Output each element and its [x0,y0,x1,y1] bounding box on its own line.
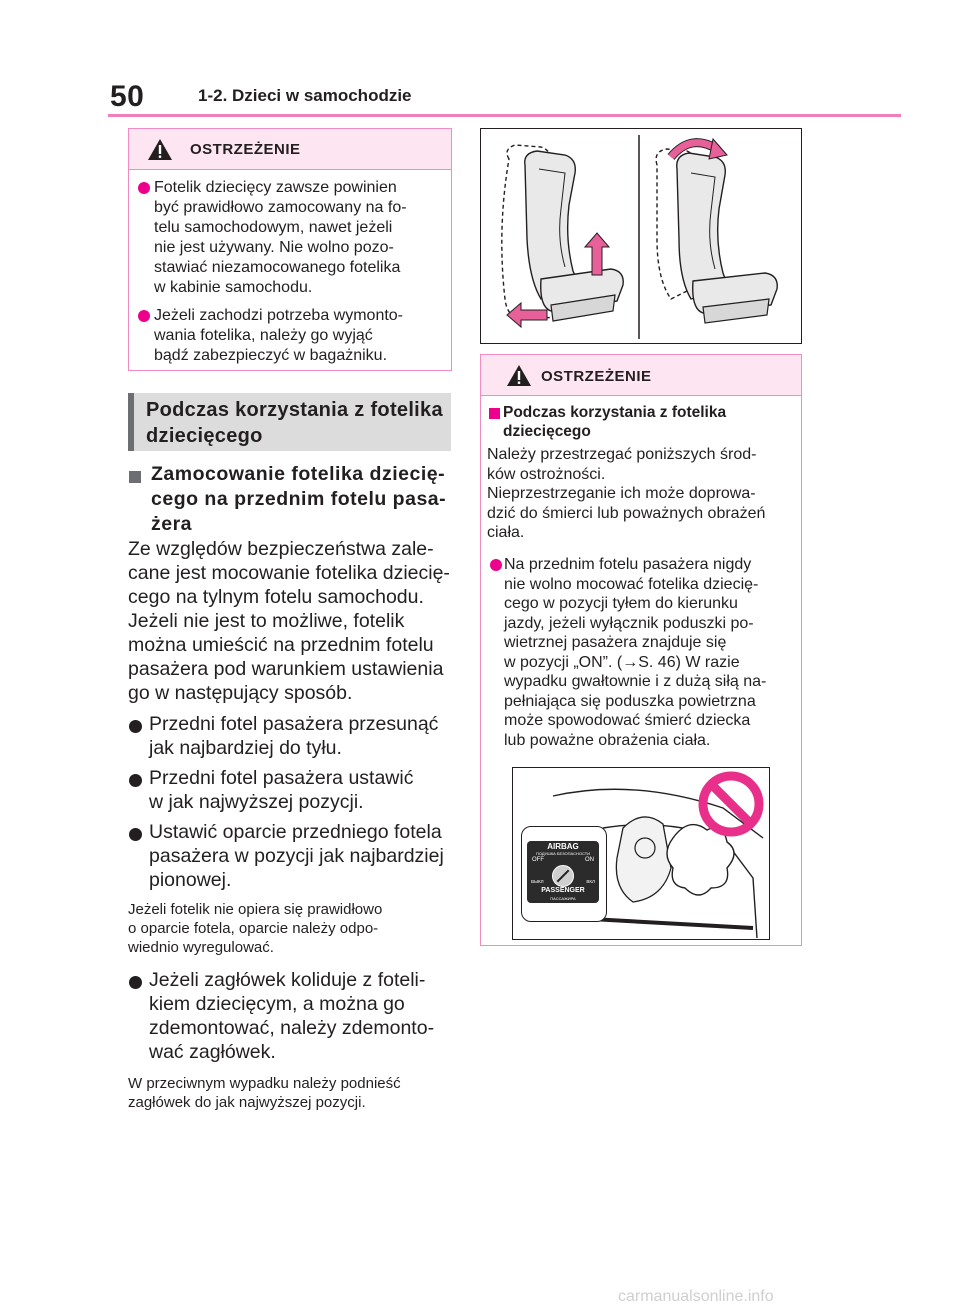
warning-heading: Podczas korzystania z fotelika dziecięcego [503,404,727,440]
warning-header [129,129,451,170]
warning-title: OSTRZEŻENIE [541,368,652,385]
bullet-icon [490,559,502,571]
switch-knob [552,865,574,887]
section-heading: Podczas korzystania z fotelika dziecięcego [146,399,443,447]
intro-paragraph: Ze względów bezpieczeństwa zale- cane jest mocowanie fotelika dziecię- cego na tylnym fotelu samochodu. Jeżeli nie jest to możliwe, fotelik można umieścić na przednim fotelu pasażera pod warunkiem ustawienia go w następujący sposób. [128,538,450,704]
switch-label-on-ru: ВКЛ [586,879,595,884]
switch-label-off: OFF [532,857,544,863]
switch-label-passenger-ru: ПАССАЖИРА [550,896,576,901]
warning-triangle-icon [147,138,173,161]
warning-header [481,355,801,396]
warning-title: OSTRZEŻENIE [190,141,301,158]
warning-item: Na przednim fotelu pasażera nigdy nie wolno mocować fotelika dziecię- cego w pozycji tyłem do kierunku jazdy, jeżeli wyłącznik poduszki po- wietrznej pasażera znajduje się w pozycji „ON”. (→S. 46) W razie wypadku gwałtownie i z dużą siłą na- pełniająca się poduszka powietrzna może spowodować śmierć dziecka lub poważne obrażenia ciała. [504,556,767,749]
warning-box-1 [128,128,452,371]
switch-label-airbag: AIRBAG [547,842,579,851]
step-4-note: W przeciwnym wypadku należy podnieść zagłówek do jak najwyższej pozycji. [128,1075,401,1111]
step-1: Przedni fotel pasażera przesunąć jak najbardziej do tyłu. [149,713,439,759]
bullet-icon [129,774,142,787]
bullet-icon [129,976,142,989]
step-4: Jeżeli zagłówek koliduje z foteli- kiem dziecięcym, a można go zdemontować, należy zdemonto- wać zagłówek. [149,969,435,1063]
switch-label-passenger: PASSENGER [541,887,585,894]
page-number: 50 [110,80,145,113]
step-3: Ustawić oparcie przedniego fotela pasażera w pozycji jak najbardziej pionowej. [149,821,444,891]
bullet-icon [129,828,142,841]
header-rule [108,114,901,117]
switch-label-on: ON [585,857,594,863]
warning-item-1: Fotelik dziecięcy zawsze powinien być prawidłowo zamocowany na fo- telu samochodowym, nawet jeżeli nie jest używany. Nie wolno pozo- stawiać niezamocowanego fotelika w kabinie samochodu. [154,179,407,296]
warning-triangle-icon [506,364,532,387]
square-bullet-icon [489,408,500,419]
bullet-icon [138,310,150,322]
bullet-icon [138,182,150,194]
section-band-bar [128,393,134,451]
airbag-switch-inset [521,826,607,922]
airbag-switch-panel [527,841,599,903]
warning-box-2 [480,354,802,946]
subheading-square-icon [129,471,141,483]
airbag-illustration [512,767,770,940]
warning-item-2: Jeżeli zachodzi potrzeba wymonto- wania fotelika, należy go wyjąć bądź zabezpieczyć w bagażniku. [154,307,404,364]
section-title: 1-2. Dzieci w samochodzie [198,86,412,105]
switch-label-airbag-ru: ПОДУШКА БЕЗОПАСНОСТИ [535,851,591,856]
bullet-icon [129,720,142,733]
switch-label-off-ru: ВЫКЛ [531,879,544,884]
step-3-note: Jeżeli fotelik nie opiera się prawidłowo o oparcie fotela, oparcie należy odpo- wiednio wyregulować. [128,901,383,956]
seat-drawing [481,129,800,342]
watermark: carmanualsonline.info [618,1288,774,1305]
warning-text: Należy przestrzegać poniższych środ- ków ostrożności. Nieprzestrzeganie ich może doprowa- dzić do śmierci lub poważnych obrażeń ciała. [487,446,766,541]
seat-adjustment-illustration [480,128,802,344]
step-2: Przedni fotel pasażera ustawić w jak najwyższej pozycji. [149,767,414,813]
subheading: Zamocowanie fotelika dziecię- cego na przednim fotelu pasa- żera [151,463,447,535]
